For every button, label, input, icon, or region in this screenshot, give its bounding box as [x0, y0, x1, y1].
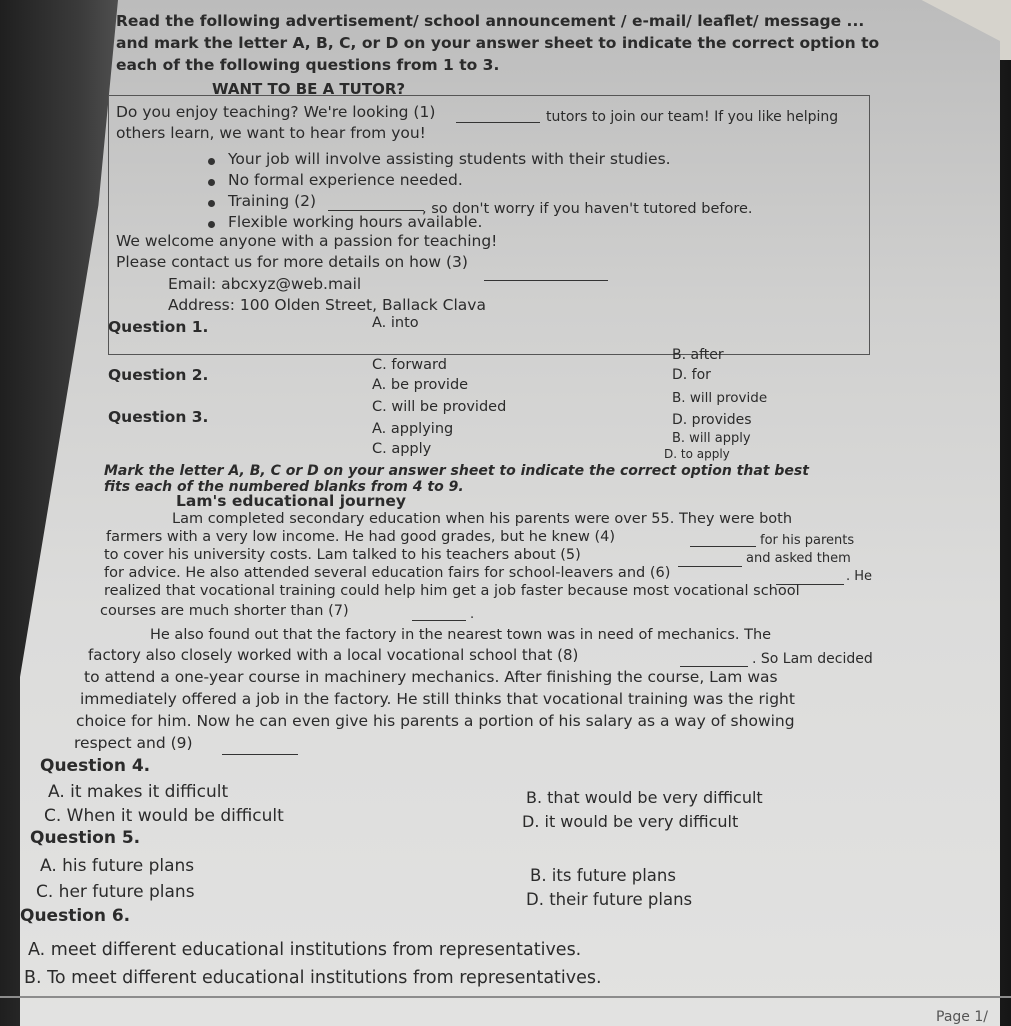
instruction-2-line-2: fits each of the numbered blanks from 4 to 9. [104, 479, 464, 495]
question-2-option-a: A. be provide [372, 377, 469, 393]
passage-line-7: He also found out that the factory in the nearest town was in need of mechanics. The [150, 627, 772, 643]
ad-paragraph-1c: others learn, we want to hear from you! [116, 124, 426, 142]
instruction-line-2: and mark the letter A, B, C, or D on your answer sheet to indicate the correct option to [116, 34, 880, 52]
passage-tail-6: . He [846, 569, 873, 584]
question-6-option-b: B. To meet different educational institutions from representatives. [24, 968, 602, 988]
ad-bullet-2: No formal experience needed. [228, 171, 463, 189]
question-4-option-d: D. it would be very difficult [522, 812, 739, 831]
blank-8 [680, 666, 748, 667]
ad-bullet-3: Training (2) [228, 192, 317, 210]
instruction-line-3: each of the following questions from 1 to 3. [116, 56, 500, 74]
passage-line-8: factory also closely worked with a local vocational school that (8) [88, 646, 579, 664]
question-3-label: Question 3. [108, 408, 209, 426]
question-5-option-a: A. his future plans [40, 856, 195, 876]
blank-9 [222, 754, 298, 755]
question-4-option-c: C. When it would be difficult [44, 806, 284, 826]
blank-7 [412, 620, 466, 621]
instruction-line-1: Read the following advertisement/ school announcement / e-mail/ leaflet/ message ... [116, 12, 865, 30]
question-5-option-c: C. her future plans [36, 882, 195, 902]
ad-paragraph-1b: tutors to join our team! If you like helping [546, 109, 839, 125]
bullet-icon [208, 200, 215, 207]
passage-line-2: farmers with a very low income. He had good grades, but he knew (4) [106, 529, 616, 545]
bullet-icon [208, 221, 215, 228]
passage-line-6: courses are much shorter than (7) [100, 603, 349, 619]
passage-line-3: to cover his university costs. Lam talked to his teachers about (5) [104, 547, 581, 563]
question-1-option-a: A. into [372, 315, 419, 331]
question-4-option-b: B. that would be very difficult [526, 788, 763, 807]
page-number: Page 1/ [936, 1009, 988, 1025]
passage-line-10: immediately offered a job in the factory. He still thinks that vocational training was the right [80, 690, 795, 708]
passage-line-11: choice for him. Now he can even give his parents a portion of his salary as a way of showing [76, 712, 795, 730]
question-4-label: Question 4. [40, 756, 151, 776]
passage-title: Lam's educational journey [176, 492, 407, 510]
question-1-option-b: B. after [672, 347, 724, 363]
blank-3 [484, 280, 608, 281]
question-5-option-b: B. its future plans [530, 866, 676, 885]
instruction-2-line-1: Mark the letter A, B, C or D on your answer sheet to indicate the correct option that best [104, 463, 809, 479]
bullet-icon [208, 158, 215, 165]
question-1-option-c: C. forward [372, 357, 447, 373]
ad-contact: Please contact us for more details on how (3) [116, 253, 468, 271]
question-4-option-a: A. it makes it difficult [48, 782, 229, 802]
blank-4 [690, 546, 756, 547]
question-2-option-c: C. will be provided [372, 399, 507, 415]
passage-tail-7: . [470, 607, 475, 622]
question-3-option-c: C. apply [372, 441, 432, 457]
blank-1 [456, 122, 540, 123]
passage-line-4: for advice. He also attended several education fairs for school-leavers and (6) [104, 565, 671, 581]
question-2-option-d: D. provides [672, 412, 752, 428]
passage-tail-5: and asked them [746, 551, 851, 566]
question-6-label: Question 6. [20, 906, 131, 926]
ad-address: Address: 100 Olden Street, Ballack Clava [168, 296, 486, 314]
passage-line-5: realized that vocational training could help him get a job faster because most vocational school [104, 583, 800, 599]
question-3-option-a: A. applying [372, 421, 454, 437]
passage-line-9: to attend a one-year course in machinery mechanics. After finishing the course, Lam was [84, 668, 778, 686]
blank-5 [678, 566, 742, 567]
passage-tail-4: for his parents [760, 533, 855, 548]
blank-2 [328, 210, 424, 211]
passage-tail-8: . So Lam decided [752, 651, 873, 667]
question-2-label: Question 2. [108, 366, 209, 384]
question-2-option-b: B. will provide [672, 390, 768, 406]
question-3-option-d: D. to apply [664, 447, 730, 461]
question-5-label: Question 5. [30, 828, 141, 848]
ad-title: WANT TO BE A TUTOR? [212, 80, 406, 98]
page-fold-line [0, 996, 1011, 998]
ad-bullet-1: Your job will involve assisting students with their studies. [228, 150, 671, 168]
question-6-option-a: A. meet different educational institutions from representatives. [28, 940, 582, 960]
question-1-option-d: D. for [672, 367, 711, 383]
ad-bullet-3-tail: , so don't worry if you haven't tutored before. [422, 201, 753, 217]
passage-line-12: respect and (9) [74, 734, 193, 752]
ad-email: Email: abcxyz@web.mail [168, 275, 362, 293]
question-3-option-b: B. will apply [672, 431, 751, 446]
ad-bullet-4: Flexible working hours available. [228, 213, 483, 231]
question-5-option-d: D. their future plans [526, 890, 693, 909]
question-1-label: Question 1. [108, 318, 209, 336]
bullet-icon [208, 179, 215, 186]
ad-paragraph-1a: Do you enjoy teaching? We're looking (1) [116, 103, 436, 121]
ad-welcome: We welcome anyone with a passion for teaching! [116, 232, 498, 250]
passage-line-1: Lam completed secondary education when his parents were over 55. They were both [172, 511, 793, 527]
